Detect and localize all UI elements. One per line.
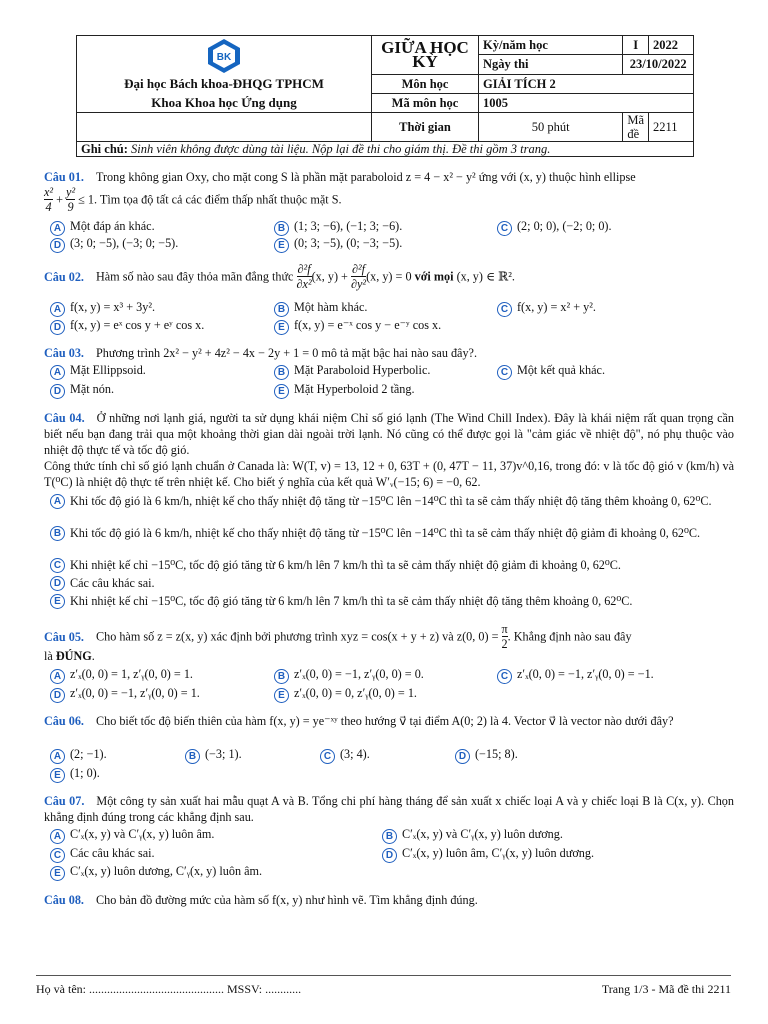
date-value: 23/10/2022 bbox=[623, 55, 694, 74]
q04-option-d[interactable]: D Các câu khác sai. bbox=[50, 575, 734, 591]
question-text: Một công ty sản xuất hai mẫu quạt A và B. Tổng chi phí hàng tháng để sản xuất x chiếc loại A và y chiếc loại B là C(x, y). Chọn khẳng định đúng trong các khẳng định sau. bbox=[44, 794, 734, 824]
q05-option-d[interactable]: D z′ₓ(0, 0) = −1, z′ᵧ(0, 0) = 1. bbox=[50, 685, 200, 703]
fraction-dxx: $\frac{\text{∂²f}}{\text{∂x²}}$ bbox=[296, 262, 312, 291]
q06-option-e[interactable]: E (1; 0). bbox=[50, 765, 100, 783]
question-text: Ở những nơi lạnh giá, người ta sử dụng khái niệm Chỉ số gió lạnh (The Wind Chill Index). Đây là khái niệm rất quan trọng cần biết nếu bạn đang trải qua một khoảng thời gian dài ngoài trời lạnh. Nó cũng có thể được gọi là "cảm giác về nhiệt độ", nó phụ thuộc vào nhiệt độ thực tế và tốc độ gió. bbox=[44, 411, 734, 457]
course-code-value: 1005 bbox=[479, 93, 694, 112]
q02-option-b[interactable]: B Một hàm khác. bbox=[274, 299, 367, 317]
question-number: Câu 08. bbox=[44, 893, 84, 907]
q01-option-b[interactable]: B (1; 3; −6), (−1; 3; −6). bbox=[274, 218, 402, 236]
q07-option-b[interactable]: B C′ₓ(x, y) và C′ᵧ(x, y) luôn dương. bbox=[382, 826, 563, 844]
svg-text:BK: BK bbox=[216, 52, 232, 63]
q02-option-a[interactable]: A f(x, y) = x³ + 3y². bbox=[50, 299, 155, 317]
q03-option-e[interactable]: E Mặt Hyperboloid 2 tầng. bbox=[274, 381, 415, 399]
note-text: Sinh viên không được dùng tài liệu. Nộp lại đề thi cho giám thị. Đề thi gồm 3 trang. bbox=[131, 142, 551, 156]
question-text: Cho hàm số z = z(x, y) xác định bởi phương trình xyz = cos(x + y + z) và z(0, 0) = bbox=[95, 629, 499, 644]
fraction-dyy: $\frac{\text{∂²f}}{\text{∂y²}}$ bbox=[350, 262, 367, 291]
fraction-x: $\frac{\text{x²}}{4}$ bbox=[44, 185, 54, 214]
q01-option-c[interactable]: C (2; 0; 0), (−2; 0; 0). bbox=[497, 218, 612, 236]
question-text-cont: Công thức tính chỉ số gió lạnh chuẩn ở Canada là: W(T, v) = 13, 12 + 0, 63T + (0, 47T − 11, 37)v^0,16, trong đó: v là tốc độ gió v (km/h) và T(⁰C) là nhiệt độ thực tế trên nhiệt kế. Cho biết ý nghĩa của kết quả W′ᵥ(−15; 6) = −0, 62. bbox=[44, 459, 734, 489]
year-value: 2022 bbox=[649, 36, 694, 55]
course-code-label: Mã môn học bbox=[372, 93, 479, 112]
q04-option-c[interactable]: C Khi nhiệt kế chỉ −15⁰C, tốc độ gió tăng từ 6 km/h lên 7 km/h thì ta sẽ cảm thấy nhiệt độ giảm đi khoảng 0, 62⁰C. bbox=[50, 557, 734, 573]
note-row bbox=[77, 142, 694, 157]
page-indicator: Trang 1/3 - Mã đề thi 2211 bbox=[601, 982, 731, 996]
q02-option-c[interactable]: C f(x, y) = x² + y². bbox=[497, 299, 596, 317]
fraction-pi: $\frac{\pi}{2}$ bbox=[501, 622, 508, 651]
question-text: Hàm số nào sau đây thỏa mãn đẳng thức bbox=[95, 269, 294, 284]
q02-option-d[interactable]: D f(x, y) = eˣ cos y + eʸ cos x. bbox=[50, 317, 204, 335]
faculty-name: Khoa Khoa học Ứng dụng bbox=[151, 95, 297, 110]
time-label: Thời gian bbox=[372, 113, 479, 142]
exam-title: GIỮA HỌC KỲ bbox=[372, 36, 479, 75]
question-number: Câu 07. bbox=[44, 794, 85, 808]
time-value: 50 phút bbox=[479, 113, 623, 142]
question-06 bbox=[44, 713, 734, 729]
q05-option-b[interactable]: B z′ₓ(0, 0) = −1, z′ᵧ(0, 0) = 0. bbox=[274, 666, 424, 684]
q01-option-e[interactable]: E (0; 3; −5), (0; −3; −5). bbox=[274, 235, 402, 253]
q05-option-e[interactable]: E z′ₓ(0, 0) = 0, z′ᵧ(0, 0) = 1. bbox=[274, 685, 417, 703]
q05-option-c[interactable]: C z′ₓ(0, 0) = −1, z′ᵧ(0, 0) = −1. bbox=[497, 666, 654, 684]
fraction-y: $\frac{\text{y²}}{9}$ bbox=[66, 185, 76, 214]
subject-value: GIẢI TÍCH 2 bbox=[479, 74, 694, 93]
q07-option-c[interactable]: C Các câu khác sai. bbox=[50, 845, 155, 863]
question-text-cont: ≤ 1. Tìm tọa độ tất cả các điểm thấp nhất thuộc mặt S. bbox=[78, 192, 342, 207]
q03-option-b[interactable]: B Mặt Paraboloid Hyperbolic. bbox=[274, 362, 430, 380]
question-01-line2: $\frac{\text{x²}}{4}$ + $\frac{\text{y²}}{9}$ ≤ 1. Tìm tọa độ tất cả các điểm thấp nhất thuộc mặt S. bbox=[44, 185, 342, 214]
footer-divider bbox=[36, 975, 731, 976]
q06-option-a[interactable]: A (2; −1). bbox=[50, 746, 107, 764]
q01-option-d[interactable]: D (3; 0; −5), (−3; 0; −5). bbox=[50, 235, 178, 253]
q07-option-d[interactable]: D C′ₓ(x, y) luôn âm, C′ᵧ(x, y) luôn dương. bbox=[382, 845, 594, 863]
question-text: Cho bản đồ đường mức của hàm số f(x, y) như hình vẽ. Tìm khẳng định đúng. bbox=[95, 893, 478, 907]
university-name: Đại học Bách khoa-ĐHQG TPHCM bbox=[124, 76, 324, 91]
q06-option-d[interactable]: D (−15; 8). bbox=[455, 746, 518, 764]
question-02: Câu 02. Hàm số nào sau đây thỏa mãn đẳng thức $\frac{\text{∂²f}}{\text{∂x²}}$ (x, y) + $\frac{\text{∂²f}}{\text{∂y²}}$ (x, y) = 0 với mọi (x, y) ∈ ℝ². bbox=[44, 262, 515, 291]
question-05-line2: là ĐÚNG. bbox=[44, 649, 95, 663]
exam-code-value: 2211 bbox=[649, 113, 694, 142]
exam-header-table bbox=[76, 35, 694, 157]
question-01 bbox=[44, 169, 734, 185]
exam-code-label: Mã đề bbox=[623, 113, 649, 142]
question-text: Cho biết tốc độ biến thiên của hàm f(x, y) = ye⁻ˣʸ theo hướng v⃗ tại điểm A(0; 2) là 4. Vector v⃗ là vector nào dưới đây? bbox=[95, 714, 674, 728]
q01-option-a[interactable]: A Một đáp án khác. bbox=[50, 218, 155, 236]
term-label: Kỳ/năm học bbox=[479, 36, 623, 55]
q03-option-a[interactable]: A Mặt Ellippsoid. bbox=[50, 362, 146, 380]
subject-label: Môn học bbox=[372, 74, 479, 93]
question-07 bbox=[44, 793, 734, 825]
university-cell bbox=[77, 36, 372, 113]
q06-option-b[interactable]: B (−3; 1). bbox=[185, 746, 242, 764]
date-label: Ngày thi bbox=[479, 55, 623, 74]
question-number: Câu 04. bbox=[44, 411, 85, 425]
question-number: Câu 01. bbox=[44, 170, 84, 184]
q07-option-e[interactable]: E C′ₓ(x, y) luôn dương, C′ᵧ(x, y) luôn âm. bbox=[50, 863, 262, 881]
q06-option-c[interactable]: C (3; 4). bbox=[320, 746, 370, 764]
question-08 bbox=[44, 892, 734, 908]
student-info-line: Họ và tên: ............................................. MSSV: ............ bbox=[36, 982, 302, 996]
q04-option-b[interactable]: B Khi tốc độ gió là 6 km/h, nhiệt kế cho thấy nhiệt độ tăng từ −15⁰C lên −14⁰C thì ta sẽ cảm thấy nhiệt độ giảm đi khoảng 0, 62⁰C. bbox=[50, 525, 734, 541]
question-text: Trong không gian Oxy, cho mặt cong S là phần mặt paraboloid z = 4 − x² − y² ứng với (x, y) thuộc hình ellipse bbox=[95, 170, 636, 184]
question-number: Câu 06. bbox=[44, 714, 84, 728]
question-number: Câu 05. bbox=[44, 629, 84, 644]
note-label: Ghi chú: bbox=[81, 142, 128, 156]
question-03 bbox=[44, 345, 734, 361]
q04-option-e[interactable]: E Khi nhiệt kế chỉ −15⁰C, tốc độ gió tăng từ 6 km/h lên 7 km/h thì ta sẽ cảm thấy nhiệt độ tăng thêm khoảng 0, 62⁰C. bbox=[50, 593, 734, 609]
question-05: Câu 05. Cho hàm số z = z(x, y) xác định bởi phương trình xyz = cos(x + y + z) và z(0, 0) = $\frac{\pi}{2}$ . Khẳng định nào sau đây bbox=[44, 622, 632, 651]
question-text: Phương trình 2x² − y² + 4z² − 4x − 2y + 1 = 0 mô tả mặt bậc hai nào sau đây?. bbox=[95, 346, 478, 360]
q07-option-a[interactable]: A C′ₓ(x, y) và C′ᵧ(x, y) luôn âm. bbox=[50, 826, 214, 844]
spacer-cell bbox=[77, 113, 372, 142]
q03-option-d[interactable]: D Mặt nón. bbox=[50, 381, 114, 399]
question-number: Câu 02. bbox=[44, 269, 84, 284]
question-04 bbox=[44, 410, 734, 458]
q04-option-a[interactable]: A Khi tốc độ gió là 6 km/h, nhiệt kế cho thấy nhiệt độ tăng từ −15⁰C lên −14⁰C thì ta sẽ cảm thấy nhiệt độ tăng thêm khoảng 0, 62⁰C. bbox=[50, 493, 734, 509]
university-logo-icon bbox=[206, 38, 242, 74]
q03-option-c[interactable]: C Một kết quả khác. bbox=[497, 362, 605, 380]
term-value: I bbox=[623, 36, 649, 55]
q02-option-e[interactable]: E f(x, y) = e⁻ˣ cos y − e⁻ʸ cos x. bbox=[274, 317, 441, 335]
question-number: Câu 03. bbox=[44, 346, 84, 360]
q05-option-a[interactable]: A z′ₓ(0, 0) = 1, z′ᵧ(0, 0) = 1. bbox=[50, 666, 193, 684]
question-04-formula bbox=[44, 458, 734, 490]
